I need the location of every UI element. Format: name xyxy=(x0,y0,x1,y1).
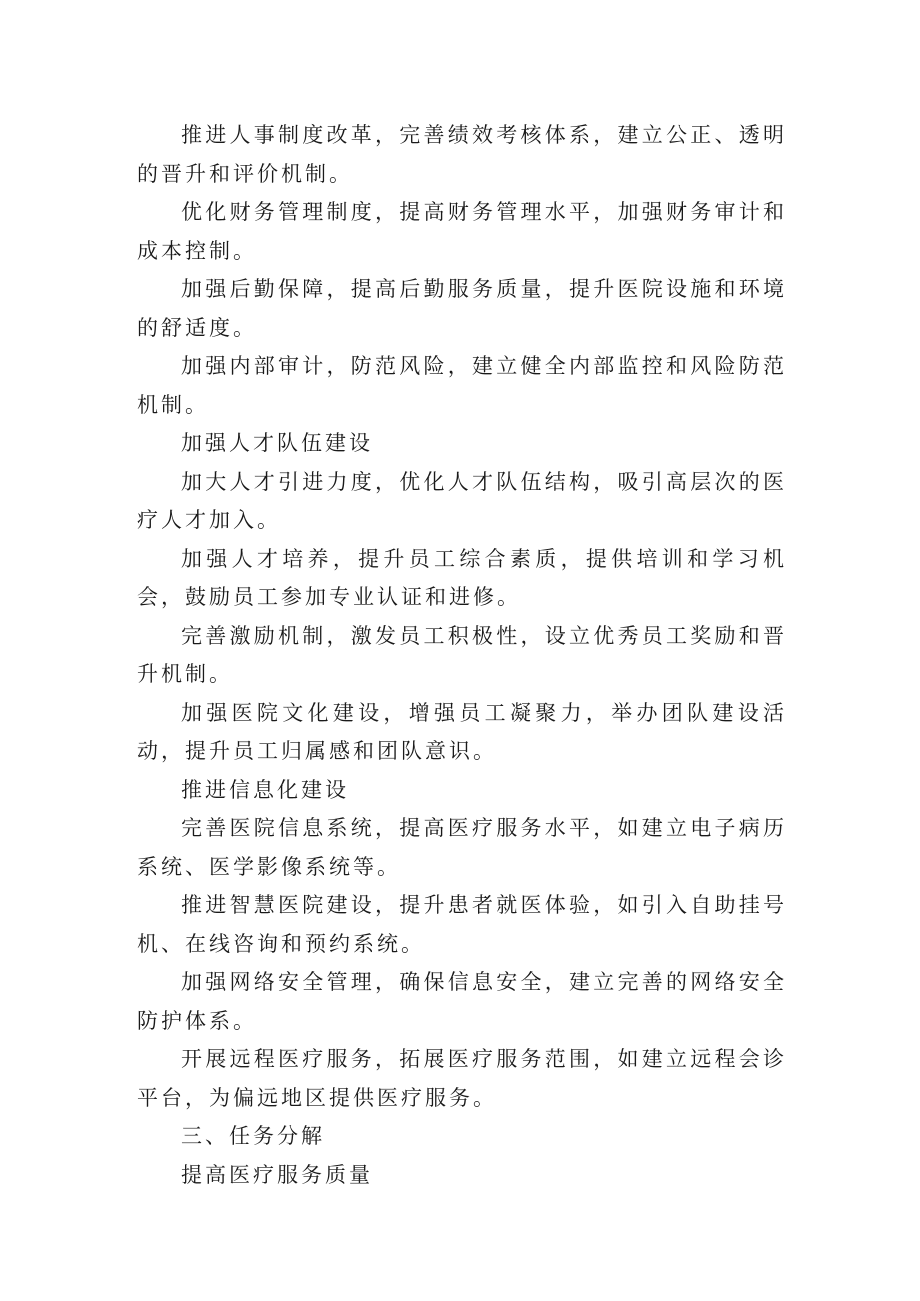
paragraph-financial-management: 优化财务管理制度，提高财务管理水平，加强财务审计和成本控制。 xyxy=(137,200,787,263)
section-heading-task-breakdown: 三、任务分解 xyxy=(181,1124,325,1148)
paragraph-personnel-reform: 推进人事制度改革，完善绩效考核体系，建立公正、透明的晋升和评价机制。 xyxy=(137,123,787,186)
document-body xyxy=(137,116,787,1194)
section-heading-informatization: 推进信息化建设 xyxy=(181,777,349,802)
paragraph-telemedicine: 开展远程医疗服务，拓展医疗服务范围，如建立远程会诊平台，为偏远地区提供医疗服务。 xyxy=(137,1047,787,1110)
paragraph-information-system: 完善医院信息系统，提高医疗服务水平，如建立电子病历系统、医学影像系统等。 xyxy=(137,816,787,879)
paragraph-hospital-culture: 加强医院文化建设，增强员工凝聚力，举办团队建设活动，提升员工归属感和团队意识。 xyxy=(137,700,787,763)
paragraph-talent-recruitment: 加大人才引进力度，优化人才队伍结构，吸引高层次的医疗人才加入。 xyxy=(137,469,787,532)
paragraph-network-security: 加强网络安全管理，确保信息安全，建立完善的网络安全防护体系。 xyxy=(137,970,787,1033)
paragraph-logistics: 加强后勤保障，提高后勤服务质量，提升医院设施和环境的舒适度。 xyxy=(137,277,787,340)
paragraph-internal-audit: 加强内部审计，防范风险，建立健全内部监控和风险防范机制。 xyxy=(137,354,787,417)
paragraph-talent-training: 加强人才培养，提升员工综合素质，提供培训和学习机会，鼓励员工参加专业认证和进修。 xyxy=(137,546,787,609)
paragraph-incentive-mechanism: 完善激励机制，激发员工积极性，设立优秀员工奖励和晋升机制。 xyxy=(137,623,787,686)
section-heading-talent: 加强人才队伍建设 xyxy=(181,431,373,455)
section-heading-service-quality: 提高医疗服务质量 xyxy=(181,1162,373,1187)
paragraph-smart-hospital: 推进智慧医院建设，提升患者就医体验，如引入自助挂号机、在线咨询和预约系统。 xyxy=(137,893,787,956)
